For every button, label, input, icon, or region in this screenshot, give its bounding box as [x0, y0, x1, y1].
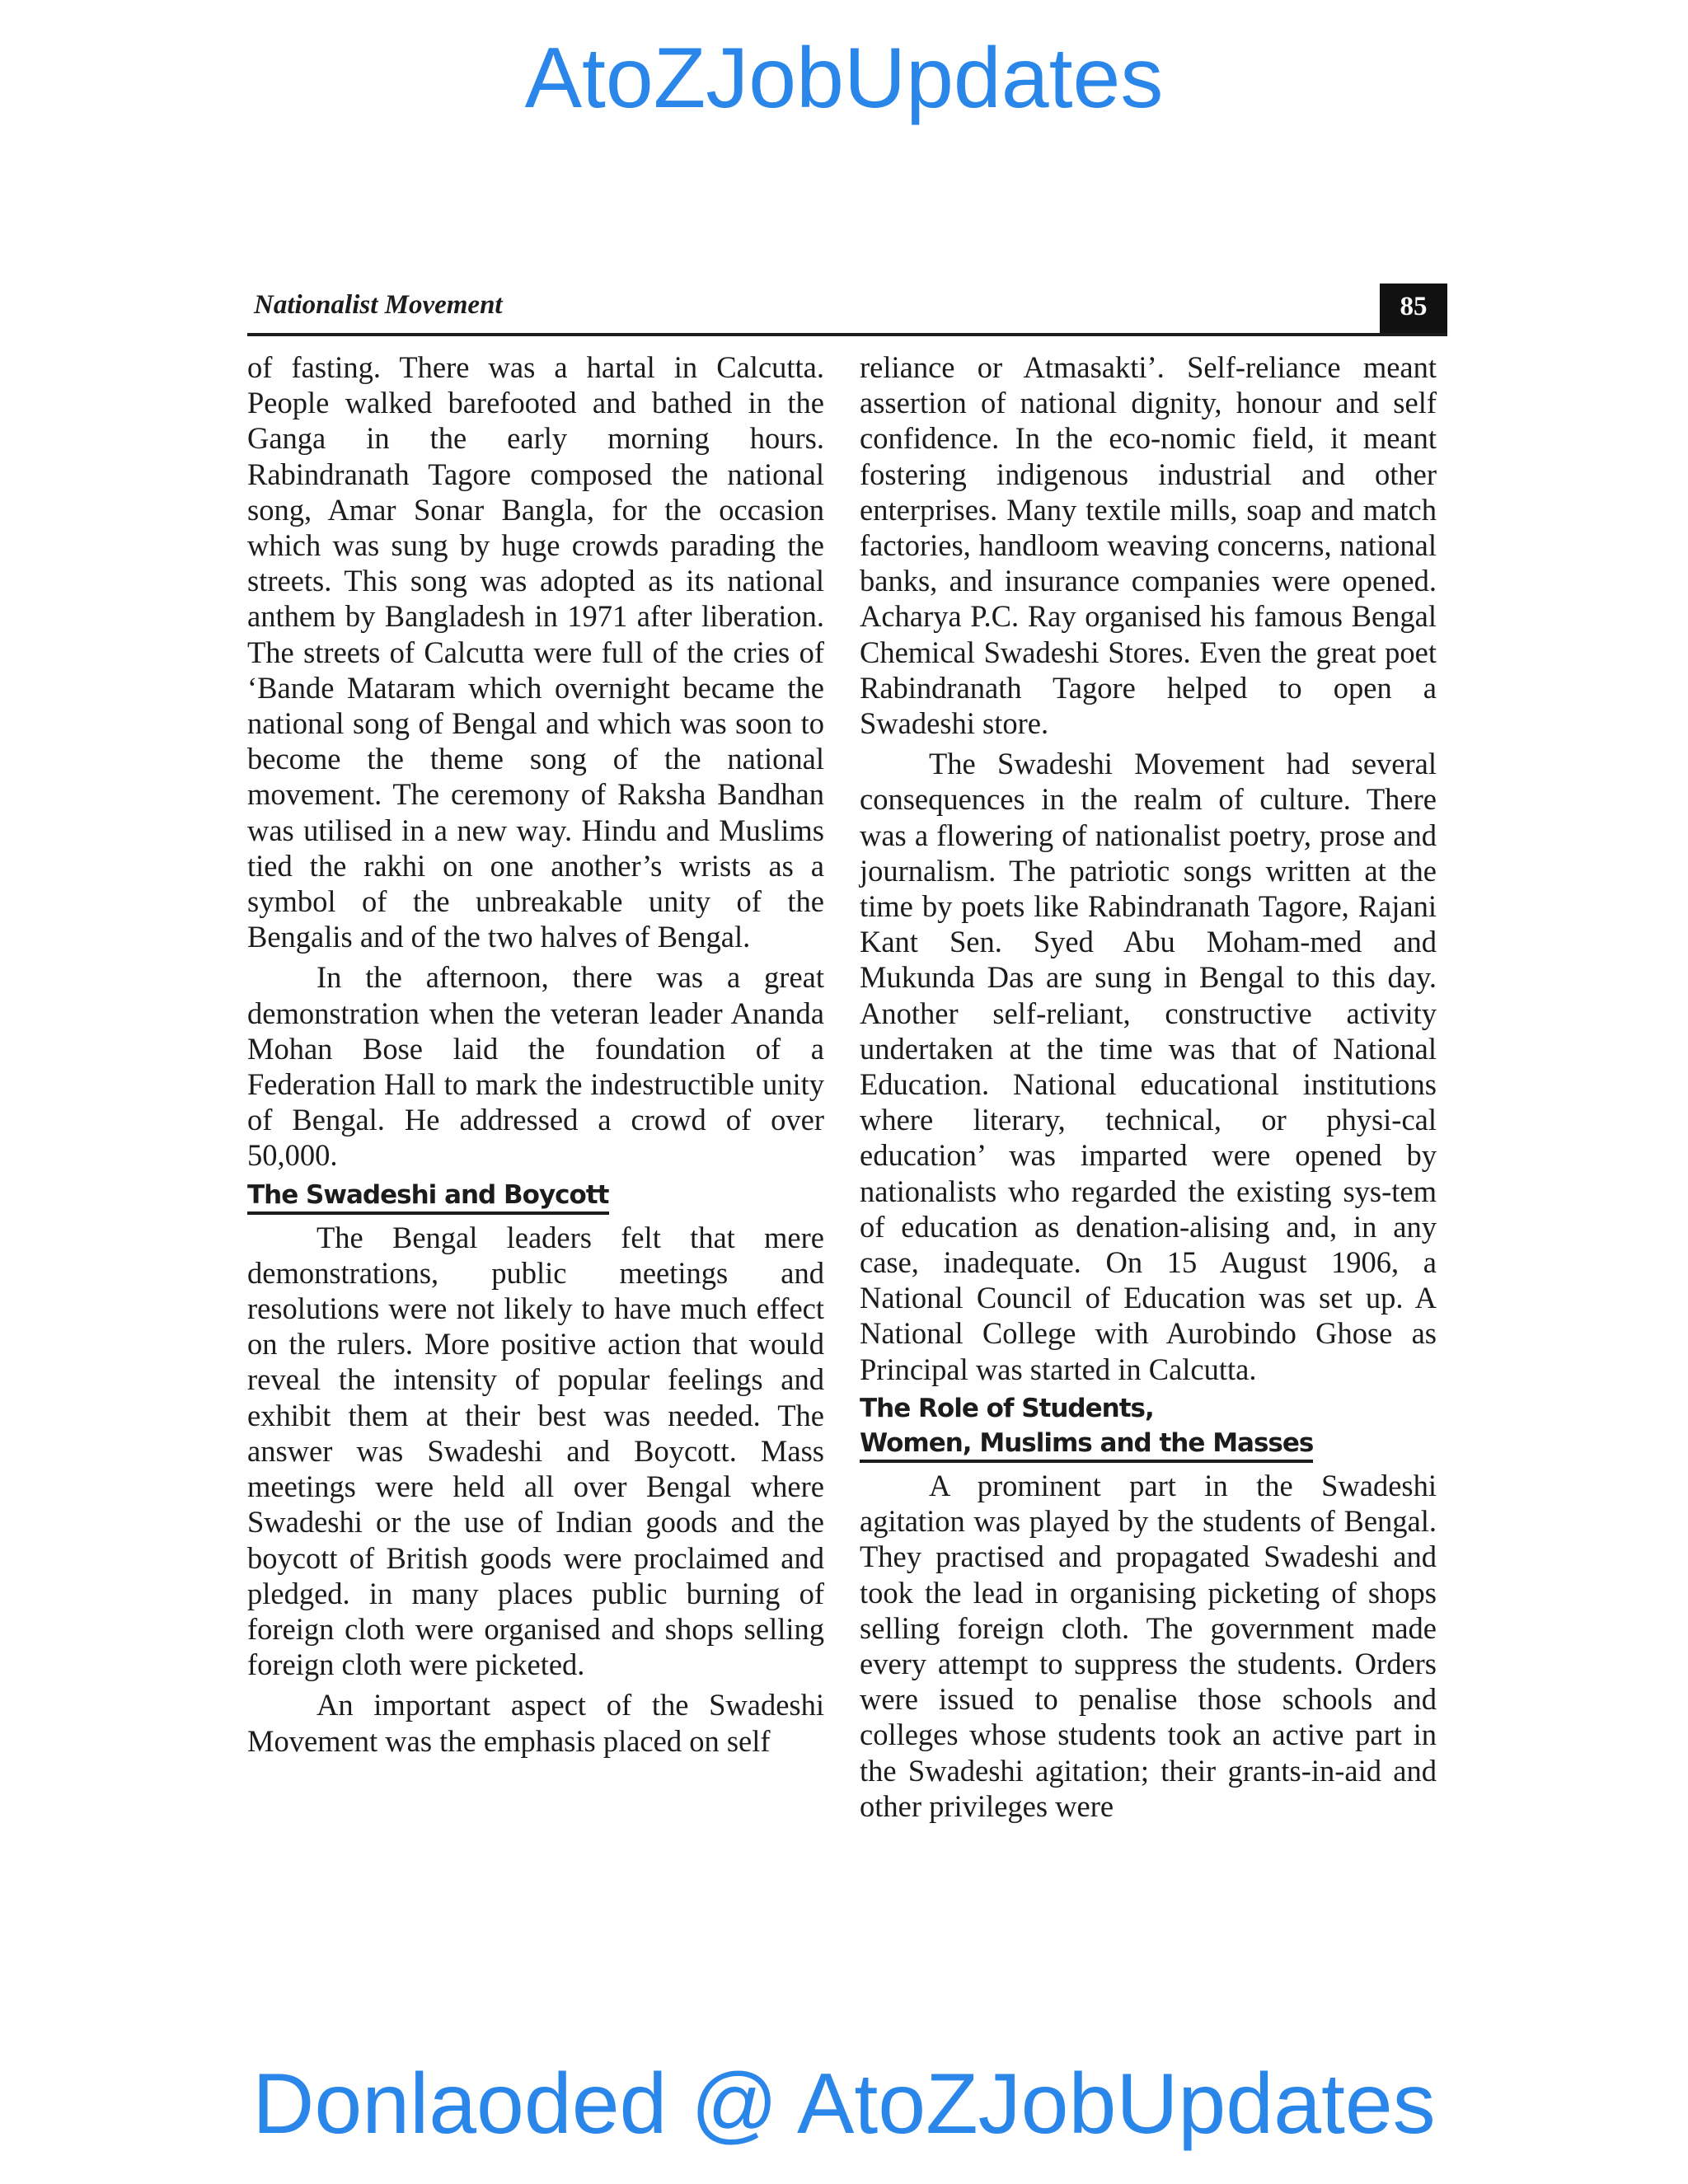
running-header [247, 284, 1447, 336]
right-column [860, 349, 1437, 1829]
paragraph: In the afternoon, there was a great demonstration when the veteran leader Ananda Mohan Bose laid the foundation of a Federation Hall to mark the indestructible unity of Bengal. He addressed a crowd of over 50,000. [247, 960, 824, 1173]
paragraph: reliance or Atmasakti’. Self-reliance meant assertion of national dignity, honour and self confidence. In the eco-nomic field, it meant fostering indigenous industrial and other enterprises. Many textile mills, soap and match factories, handloom weaving concerns, national banks, and insurance companies were opened. Acharya P.C. Ray organised his famous Bengal Chemical Swadeshi Stores. Even the great poet Rabindranath Tagore helped to open a Swadeshi store. [860, 350, 1437, 741]
page-number: 85 [1380, 284, 1447, 333]
paragraph: The Swadeshi Movement had several consequences in the realm of culture. There was a flowering of nationalist poetry, prose and journalism. The patriotic songs written at the time by poets like Rabindranath Tagore, Rajani Kant Sen. Syed Abu Moham-med and Mukunda Das are sung in Bengal to this day. Another self-reliant, constructive activity undertaken at the time was that of National Education. National educational institutions where literary, technical, or physi-cal education’ was imparted were opened by nationalists who regarded the existing sys-tem of education as denation-alising and, in any case, inadequate. On 15 August 1906, a National Council of Education was set up. A National College with Aurobindo Ghose as Principal was started in Calcutta. [860, 747, 1437, 1386]
paragraph: An important aspect of the Swadeshi Movement was the emphasis placed on self [247, 1688, 824, 1758]
section-heading-swadeshi-boycott [247, 1179, 824, 1212]
section-heading-line-2: Women, Muslims and the Masses [860, 1428, 1313, 1463]
section-heading-line-1: The Role of Students, [860, 1393, 1154, 1423]
paragraph: A prominent part in the Swadeshi agitation was played by the students of Bengal. They practised and propagated Swadeshi and took the lead in organising picketing of shops selling foreign cloth. The government made every attempt to suppress the students. Orders were issued to penalise those schools and colleges whose students took an active part in the Swadeshi agitation; their grants-in-aid and other privileges were [860, 1468, 1437, 1823]
watermark-top: AtoZJobUpdates [524, 30, 1164, 126]
header-title: Nationalist Movement [254, 290, 503, 320]
paragraph: The Bengal leaders felt that mere demonstrations, public meetings and resolutions were not likely to have much effect on the rulers. More positive action that would reveal the intensity of popular feelings and exhibit them at their best was needed. The answer was Swadeshi and Boycott. Mass meetings were held all over Bengal where Swadeshi or the use of Indian goods and the boycott of British goods were proclaimed and pledged. in many places public burning of foreign cloth were organised and shops selling foreign cloth were picketed. [247, 1220, 824, 1682]
watermark-bottom: Donlaoded @ AtoZJobUpdates [252, 2056, 1436, 2152]
section-heading-role-of-students [860, 1392, 1437, 1460]
left-column [247, 349, 824, 1764]
paragraph: of fasting. There was a hartal in Calcutta. People walked barefooted and bathed in the Ganga in the early morning hours. Rabindranath Tagore composed the national song, Amar Sonar Bangla, for the occasion which was sung by huge crowds parading the streets. This song was adopted as its national anthem by Bangladesh in 1971 after liberation. The streets of Calcutta were full of the cries of ‘Bande Mataram which overnight became the national song of Bengal and which was soon to become the theme song of the national movement. The ceremony of Raksha Bandhan was utilised in a new way. Hindu and Muslims tied the rakhi on one another’s wrists as a symbol of the unbreakable unity of the Bengalis and of the two halves of Bengal. [247, 350, 824, 954]
section-heading-text: The Swadeshi and Boycott [247, 1180, 609, 1215]
